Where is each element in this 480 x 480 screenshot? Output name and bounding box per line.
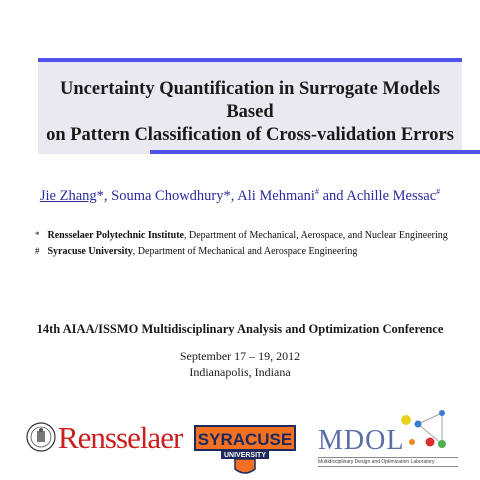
author-mark: # bbox=[314, 187, 319, 196]
conference-location: Indianapolis, Indiana bbox=[189, 365, 291, 379]
affiliation-mark: * bbox=[35, 230, 40, 240]
syracuse-sub: UNIVERSITY bbox=[223, 452, 267, 459]
author-separator: , bbox=[103, 187, 112, 204]
author-achille-messac: Achille Messac bbox=[346, 187, 437, 204]
rensselaer-seal-icon bbox=[26, 422, 56, 452]
title-bottom-bar bbox=[150, 150, 480, 154]
author-souma-chowdhury: Souma Chowdhury bbox=[111, 187, 224, 204]
conference-name: 14th AIAA/ISSMO Multidisciplinary Analysis and Optimization Conference bbox=[36, 322, 444, 336]
affiliation-syracuse bbox=[35, 246, 357, 257]
paper-title bbox=[38, 78, 462, 147]
title-top-bar bbox=[38, 58, 462, 62]
title-line-2: on Pattern Classification of Cross-validation Errors bbox=[46, 125, 454, 145]
author-jie-zhang[interactable]: Jie Zhang bbox=[39, 187, 97, 204]
author-mark: * bbox=[96, 187, 104, 204]
author-separator: and bbox=[318, 187, 347, 204]
affiliation-department: , Department of Mechanical, Aerospace, and Nuclear Engineering bbox=[183, 230, 448, 241]
author-list bbox=[0, 187, 480, 205]
syracuse-wordmark: SYRACUSE bbox=[197, 430, 293, 449]
rensselaer-logo: Rensselaer bbox=[58, 420, 183, 455]
author-ali-mehmani: Ali Mehmani bbox=[237, 187, 315, 204]
author-mark: * bbox=[223, 187, 231, 204]
affiliation-mark: # bbox=[35, 246, 40, 256]
author-separator: , bbox=[230, 187, 238, 204]
conference-date: September 17 – 19, 2012 bbox=[179, 349, 301, 363]
affiliation-department: , Department of Mechanical and Aerospace Engineering bbox=[132, 246, 358, 257]
title-line-1: Uncertainty Quantification in Surrogate Models Based bbox=[60, 79, 440, 122]
author-mark: # bbox=[436, 187, 441, 196]
mdol-subtitle: Multidisciplinary Design and Optimization Laboratory bbox=[318, 457, 458, 467]
syracuse-logo-icon bbox=[193, 422, 297, 476]
affiliation-rensselaer bbox=[35, 230, 448, 241]
affiliation-institution: Rensselaer Polytechnic Institute bbox=[47, 230, 184, 241]
affiliation-institution: Syracuse University bbox=[47, 246, 133, 257]
mdol-network-icon bbox=[398, 408, 458, 453]
mdol-logo: MDOL bbox=[318, 425, 405, 456]
